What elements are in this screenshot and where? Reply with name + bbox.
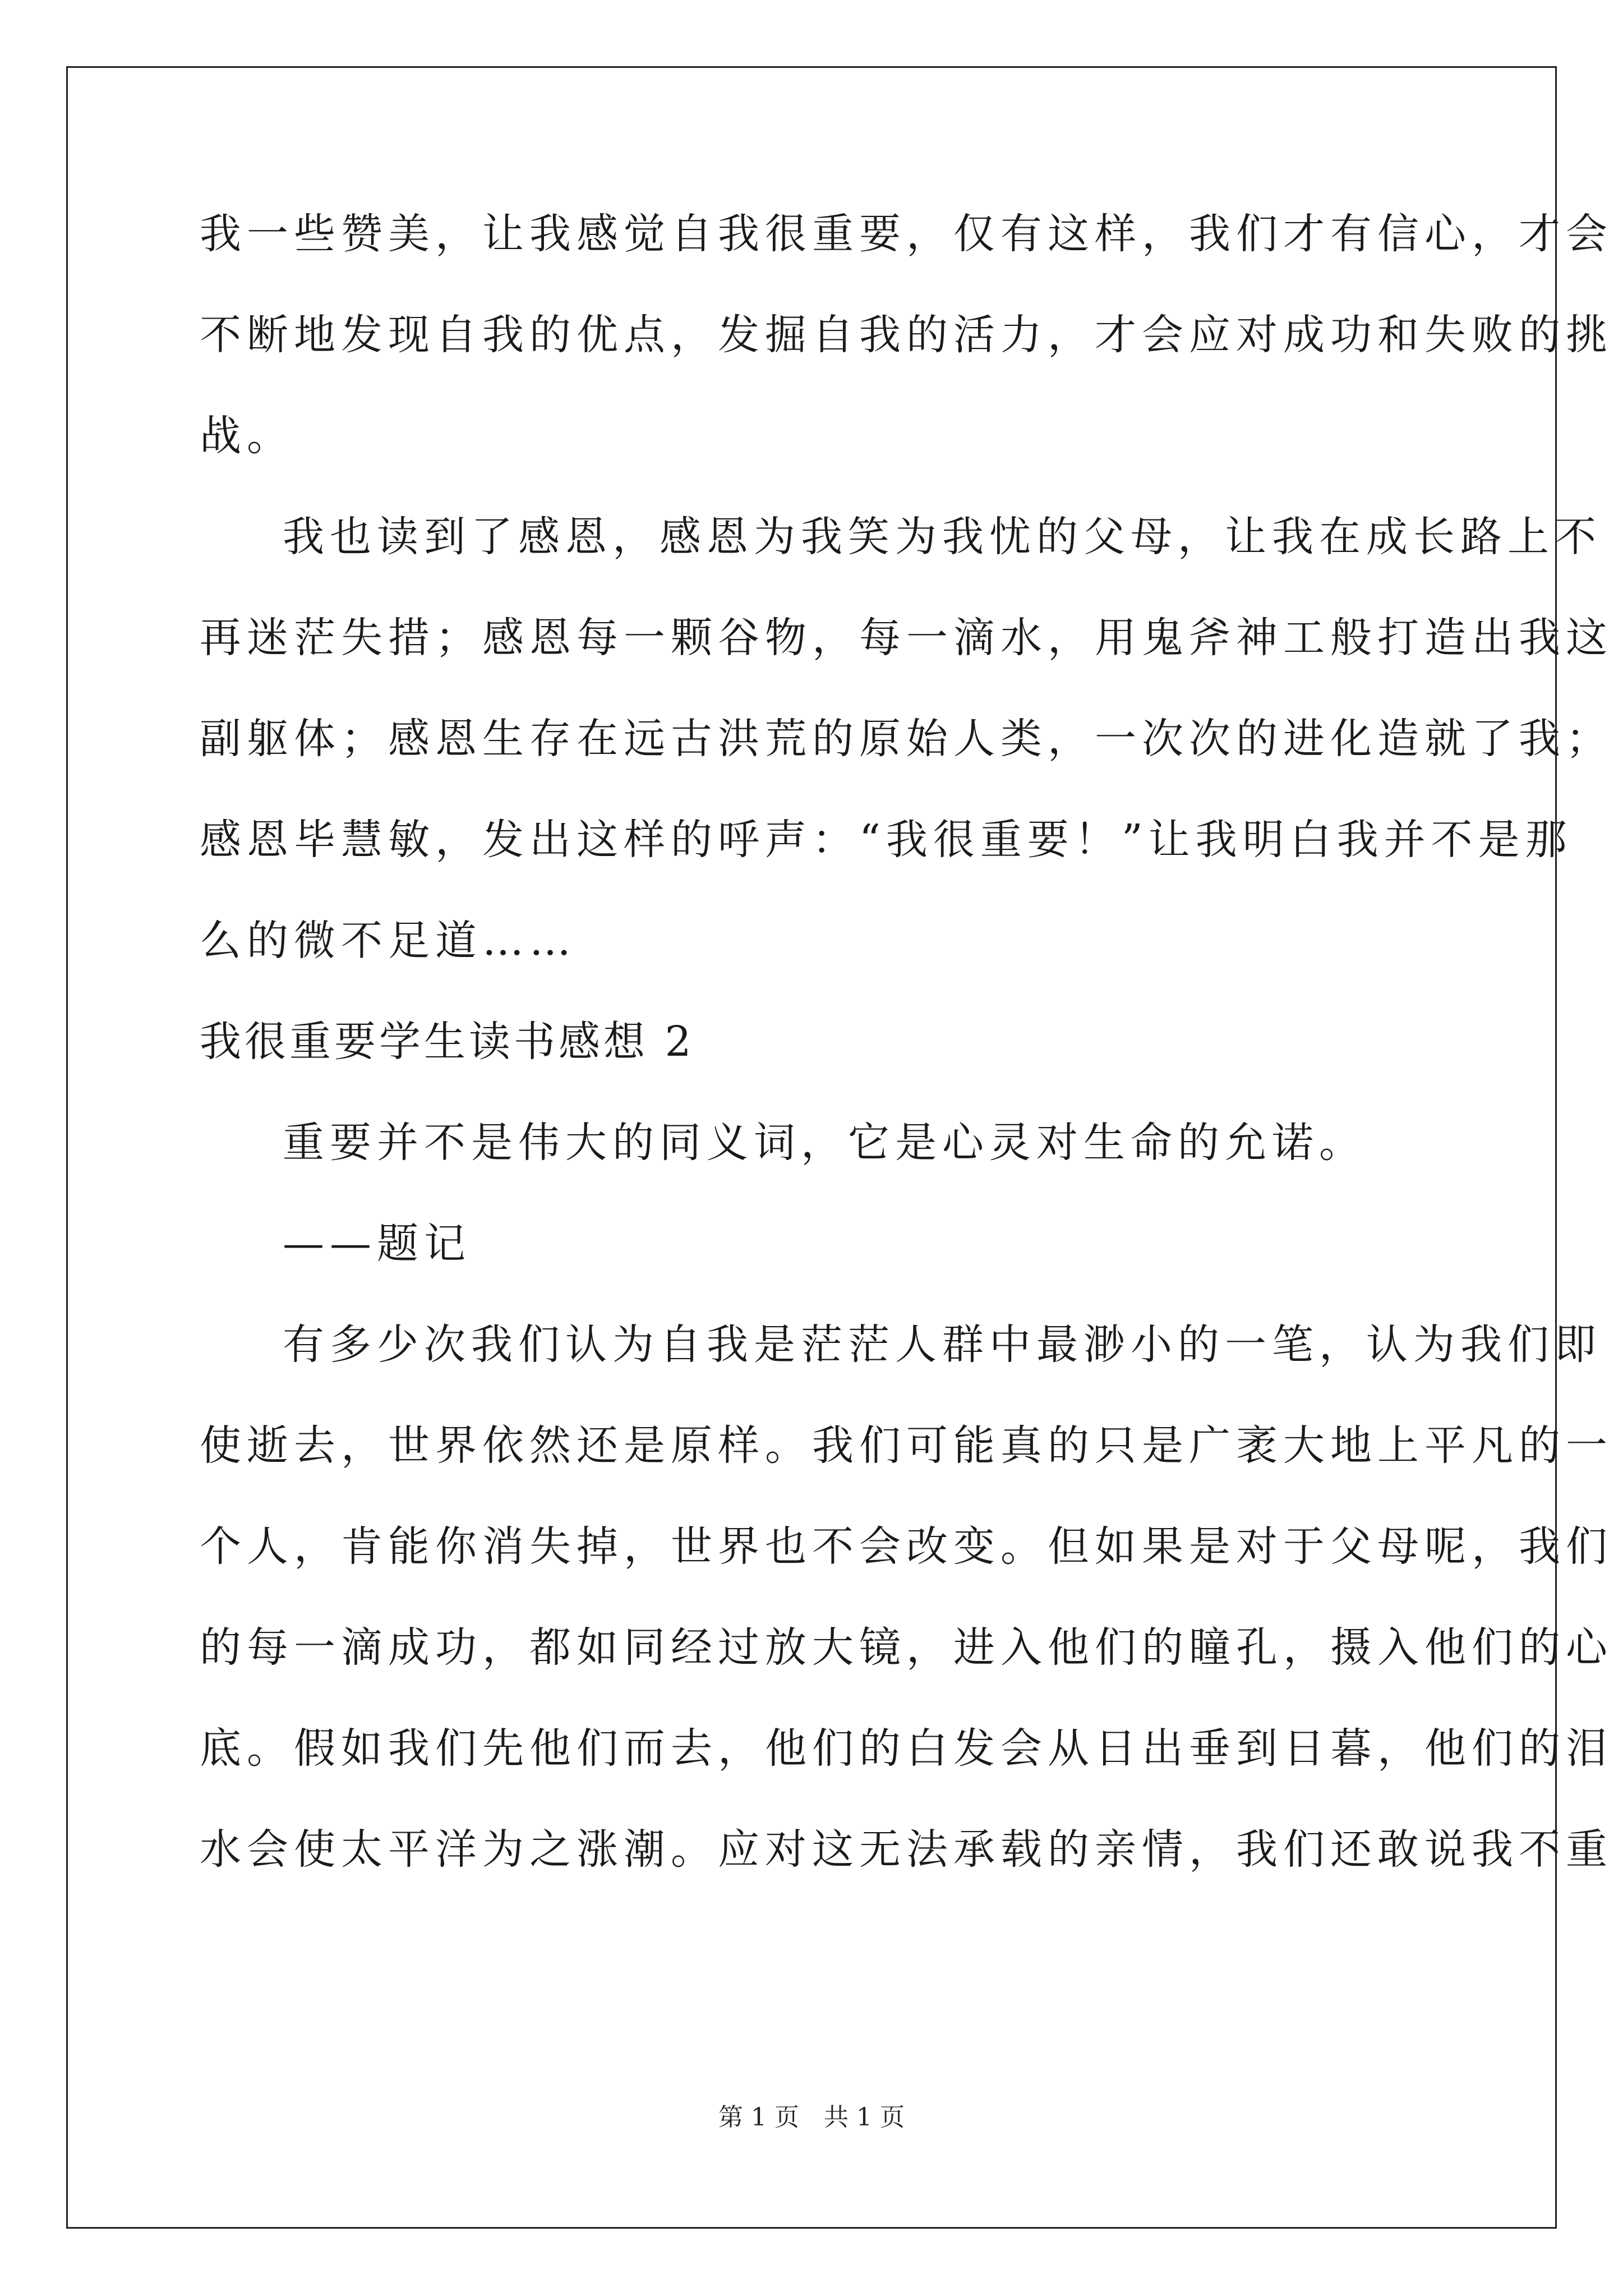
paragraph-line: 感恩毕慧敏，发出这样的呼声：“我很重要！”让我明白我并不是那 (200, 816, 1573, 864)
page-total: 共 1 页 (824, 2103, 905, 2132)
paragraph-line: 不断地发现自我的优点，发掘自我的活力，才会应对成功和失败的挑 (200, 311, 1613, 359)
paragraph-line: 水会使太平洋为之涨潮。应对这无法承载的亲情，我们还敢说我不重 (200, 1825, 1613, 1874)
paragraph-line: 有多少次我们认为自我是茫茫人群中最渺小的一笔，认为我们即 (283, 1320, 1602, 1369)
epigraph-attribution: ——题记 (283, 1220, 471, 1268)
paragraph-line: 副躯体；感恩生存在远古洪荒的原始人类，一次次的进化造就了我； (200, 715, 1613, 763)
paragraph-line: 我一些赞美，让我感觉自我很重要，仅有这样，我们才有信心，才会 (200, 210, 1613, 258)
paragraph-line: 再迷茫失措；感恩每一颗谷物，每一滴水，用鬼斧神工般打造出我这 (200, 614, 1613, 662)
section-heading: 我很重要学生读书感想 2 (200, 1018, 695, 1066)
paragraph-line: 么的微不足道…… (200, 917, 577, 965)
paragraph-line: 战。 (200, 412, 294, 460)
paragraph-line: 我也读到了感恩，感恩为我笑为我忧的父母，让我在成长路上不 (283, 513, 1602, 561)
epigraph: 重要并不是伟大的同义词，它是心灵对生命的允诺。 (283, 1119, 1366, 1167)
paragraph-line: 底。假如我们先他们而去，他们的白发会从日出垂到日暮，他们的泪 (200, 1724, 1613, 1773)
paragraph-line: 使逝去，世界依然还是原样。我们可能真的只是广袤大地上平凡的一 (200, 1421, 1613, 1470)
paragraph-line: 的每一滴成功，都如同经过放大镜，进入他们的瞳孔，摄入他们的心 (200, 1623, 1613, 1672)
paragraph-line: 个人，肯能你消失掉，世界也不会改变。但如果是对于父母呢，我们 (200, 1522, 1613, 1571)
page-number: 第 1 页 (718, 2103, 799, 2132)
page-footer (0, 2101, 1623, 2134)
